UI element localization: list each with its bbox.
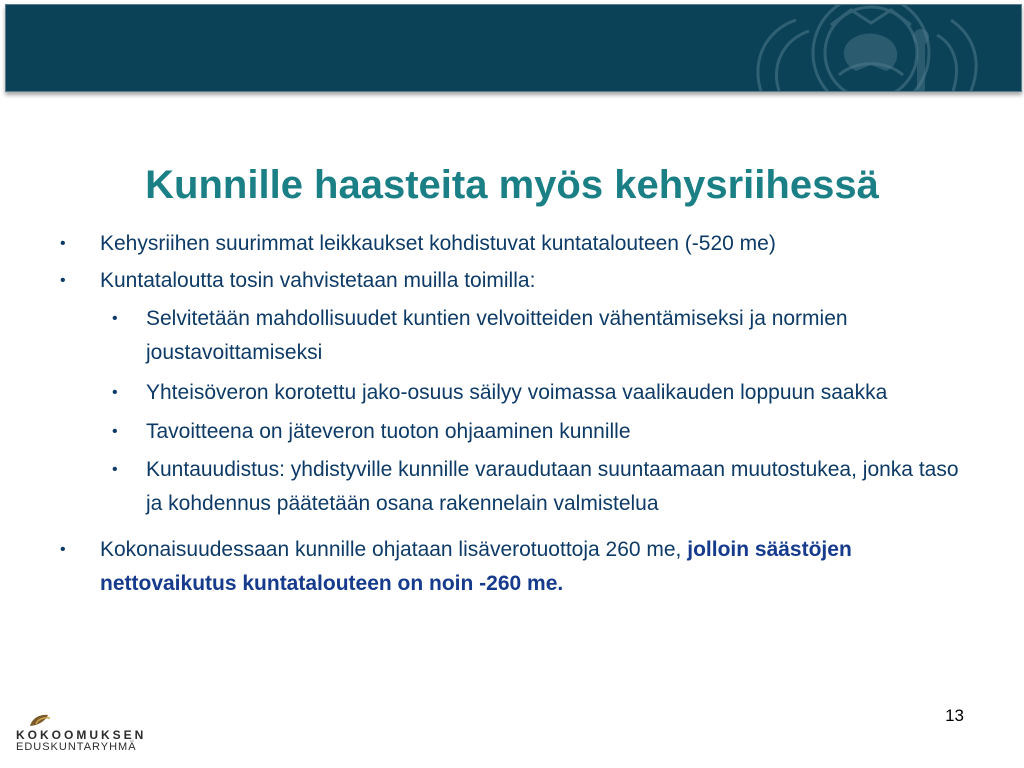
list-item [60,265,980,296]
bullet-icon: • [60,272,66,289]
bullet-text: Kokonaisuudessaan kunnille ohjataan lisäverotuottoja 260 me, [100,538,688,561]
list-item [60,376,980,410]
page-number: 13 [945,706,964,725]
logo-mark-icon [26,712,54,728]
bullet-icon: • [60,235,66,252]
bullet-text: Yhteisöveron korotettu jako-osuus säilyy voimassa vaalikauden loppuun saakka [146,381,888,404]
bullet-text: Kehysriihen suurimmat leikkaukset kohdistuvat kuntatalouteen (-520 me) [100,232,776,255]
bullet-text: Selvitetään mahdollisuudet kuntien velvoitteiden vähentämiseksi ja normien joustavoittamiseksi [146,307,848,364]
bullet-icon: • [60,541,66,558]
bullet-icon: • [112,423,118,440]
logo-line2: EDUSKUNTARYHMÄ [16,741,137,753]
list-item [60,416,980,447]
list-item [60,302,980,370]
bullet-icon: • [112,384,118,401]
bullet-emphasis: jolloin säästöjen nettovaikutus kuntatalouteen on noin -260 me. [100,538,852,595]
bullet-icon: • [112,461,118,478]
bullet-list [60,228,980,601]
lion-crest-icon [721,5,1021,91]
header-banner [5,4,1022,92]
bullet-text: Tavoitteena on jäteveron tuoton ohjaaminen kunnille [146,420,631,443]
party-logo [16,712,176,752]
slide-title: Kunnille haasteita myös kehysriihessä [145,162,879,207]
logo-line1: KOKOOMUKSEN [16,728,147,742]
list-item [60,453,980,521]
bullet-text: Kuntataloutta tosin vahvistetaan muilla toimilla: [100,269,536,292]
list-item [60,228,980,259]
bullet-text: Kuntauudistus: yhdistyville kunnille varaudutaan suuntaamaan muutostukea, jonka taso ja kohdennus päätetään osana rakennelain valmistelua [146,458,959,515]
list-item [60,533,980,601]
bullet-icon: • [112,310,118,327]
